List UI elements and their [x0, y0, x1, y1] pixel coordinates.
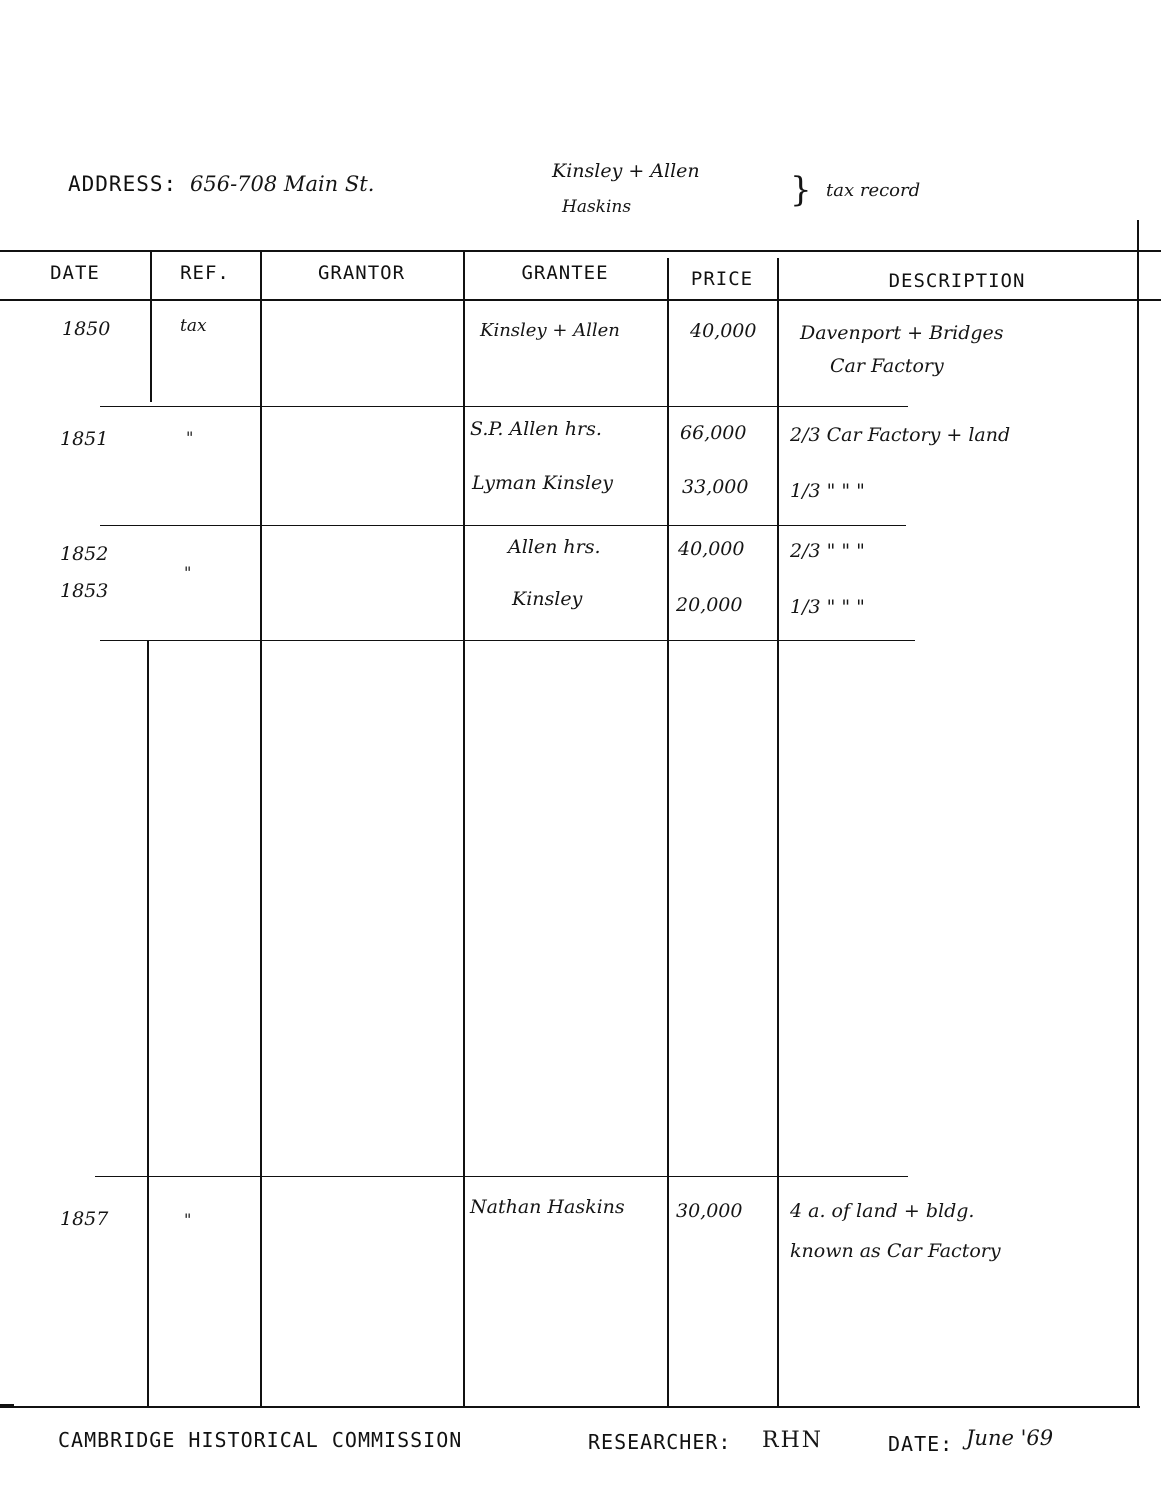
row-price: 20,000 [676, 594, 743, 616]
note-brace: } [790, 170, 812, 210]
column-header-ref: REF. [180, 262, 230, 284]
footer-rule [0, 1406, 1140, 1408]
row-grantee: Allen hrs. [508, 536, 601, 558]
row-grantee: Nathan Haskins [470, 1196, 625, 1218]
row-date: 1853 [60, 580, 109, 602]
row-description: 1/3 " " " [790, 480, 865, 502]
row-grantee: S.P. Allen hrs. [470, 418, 602, 440]
researcher-label: RESEARCHER: [588, 1430, 732, 1454]
column-divider [260, 252, 262, 1406]
row-grantee: Lyman Kinsley [472, 472, 613, 494]
row-price: 33,000 [682, 476, 749, 498]
date-value: June '69 [966, 1426, 1054, 1450]
row-price: 40,000 [690, 320, 757, 342]
column-divider [667, 258, 669, 1406]
column-divider [1137, 220, 1139, 1406]
column-header-grantee: GRANTEE [521, 262, 609, 284]
row-separator [100, 640, 915, 641]
table-top-rule [0, 250, 1161, 252]
row-description-line-2: Car Factory [830, 355, 944, 377]
row-separator [100, 525, 906, 526]
column-header-date: DATE [50, 262, 100, 284]
row-ref: " [184, 563, 192, 582]
column-header-price: PRICE [690, 268, 754, 290]
note-line-2: Haskins [562, 197, 632, 217]
row-grantee: Kinsley + Allen [480, 320, 620, 341]
row-description: Davenport + Bridges [800, 322, 1004, 344]
row-price: 30,000 [676, 1200, 743, 1222]
date-label: DATE: [888, 1432, 954, 1456]
row-grantee: Kinsley [512, 588, 583, 610]
row-price: 66,000 [680, 422, 747, 444]
note-side: tax record [826, 180, 921, 201]
row-description-line-2: known as Car Factory [790, 1240, 1001, 1262]
row-description: 2/3 " " " [790, 540, 865, 562]
header-bottom-rule [0, 299, 1161, 301]
commission-label: CAMBRIDGE HISTORICAL COMMISSION [58, 1428, 463, 1452]
row-description: 1/3 " " " [790, 596, 865, 618]
row-date: 1852 [60, 543, 109, 565]
column-header-description: DESCRIPTION [888, 270, 1026, 292]
row-description: 4 a. of land + bldg. [790, 1200, 975, 1222]
row-date: 1857 [60, 1208, 109, 1230]
row-date: 1850 [62, 318, 111, 340]
note-line-1: Kinsley + Allen [552, 160, 700, 182]
row-description: 2/3 Car Factory + land [790, 424, 1011, 446]
researcher-value: RHN [762, 1428, 823, 1453]
row-ref: tax [180, 316, 207, 336]
column-divider [463, 252, 465, 1406]
column-header-grantor: GRANTOR [317, 262, 406, 284]
column-divider [147, 640, 149, 1406]
column-divider [777, 258, 779, 1406]
row-separator [100, 406, 908, 407]
row-ref: " [184, 1210, 192, 1229]
address-value: 656-708 Main St. [190, 172, 375, 196]
row-separator [95, 1176, 908, 1177]
address-label: ADDRESS: [68, 172, 178, 196]
row-date: 1851 [60, 428, 109, 450]
margin-tick [0, 1404, 14, 1406]
row-price: 40,000 [678, 538, 745, 560]
row-ref: " [186, 428, 194, 447]
